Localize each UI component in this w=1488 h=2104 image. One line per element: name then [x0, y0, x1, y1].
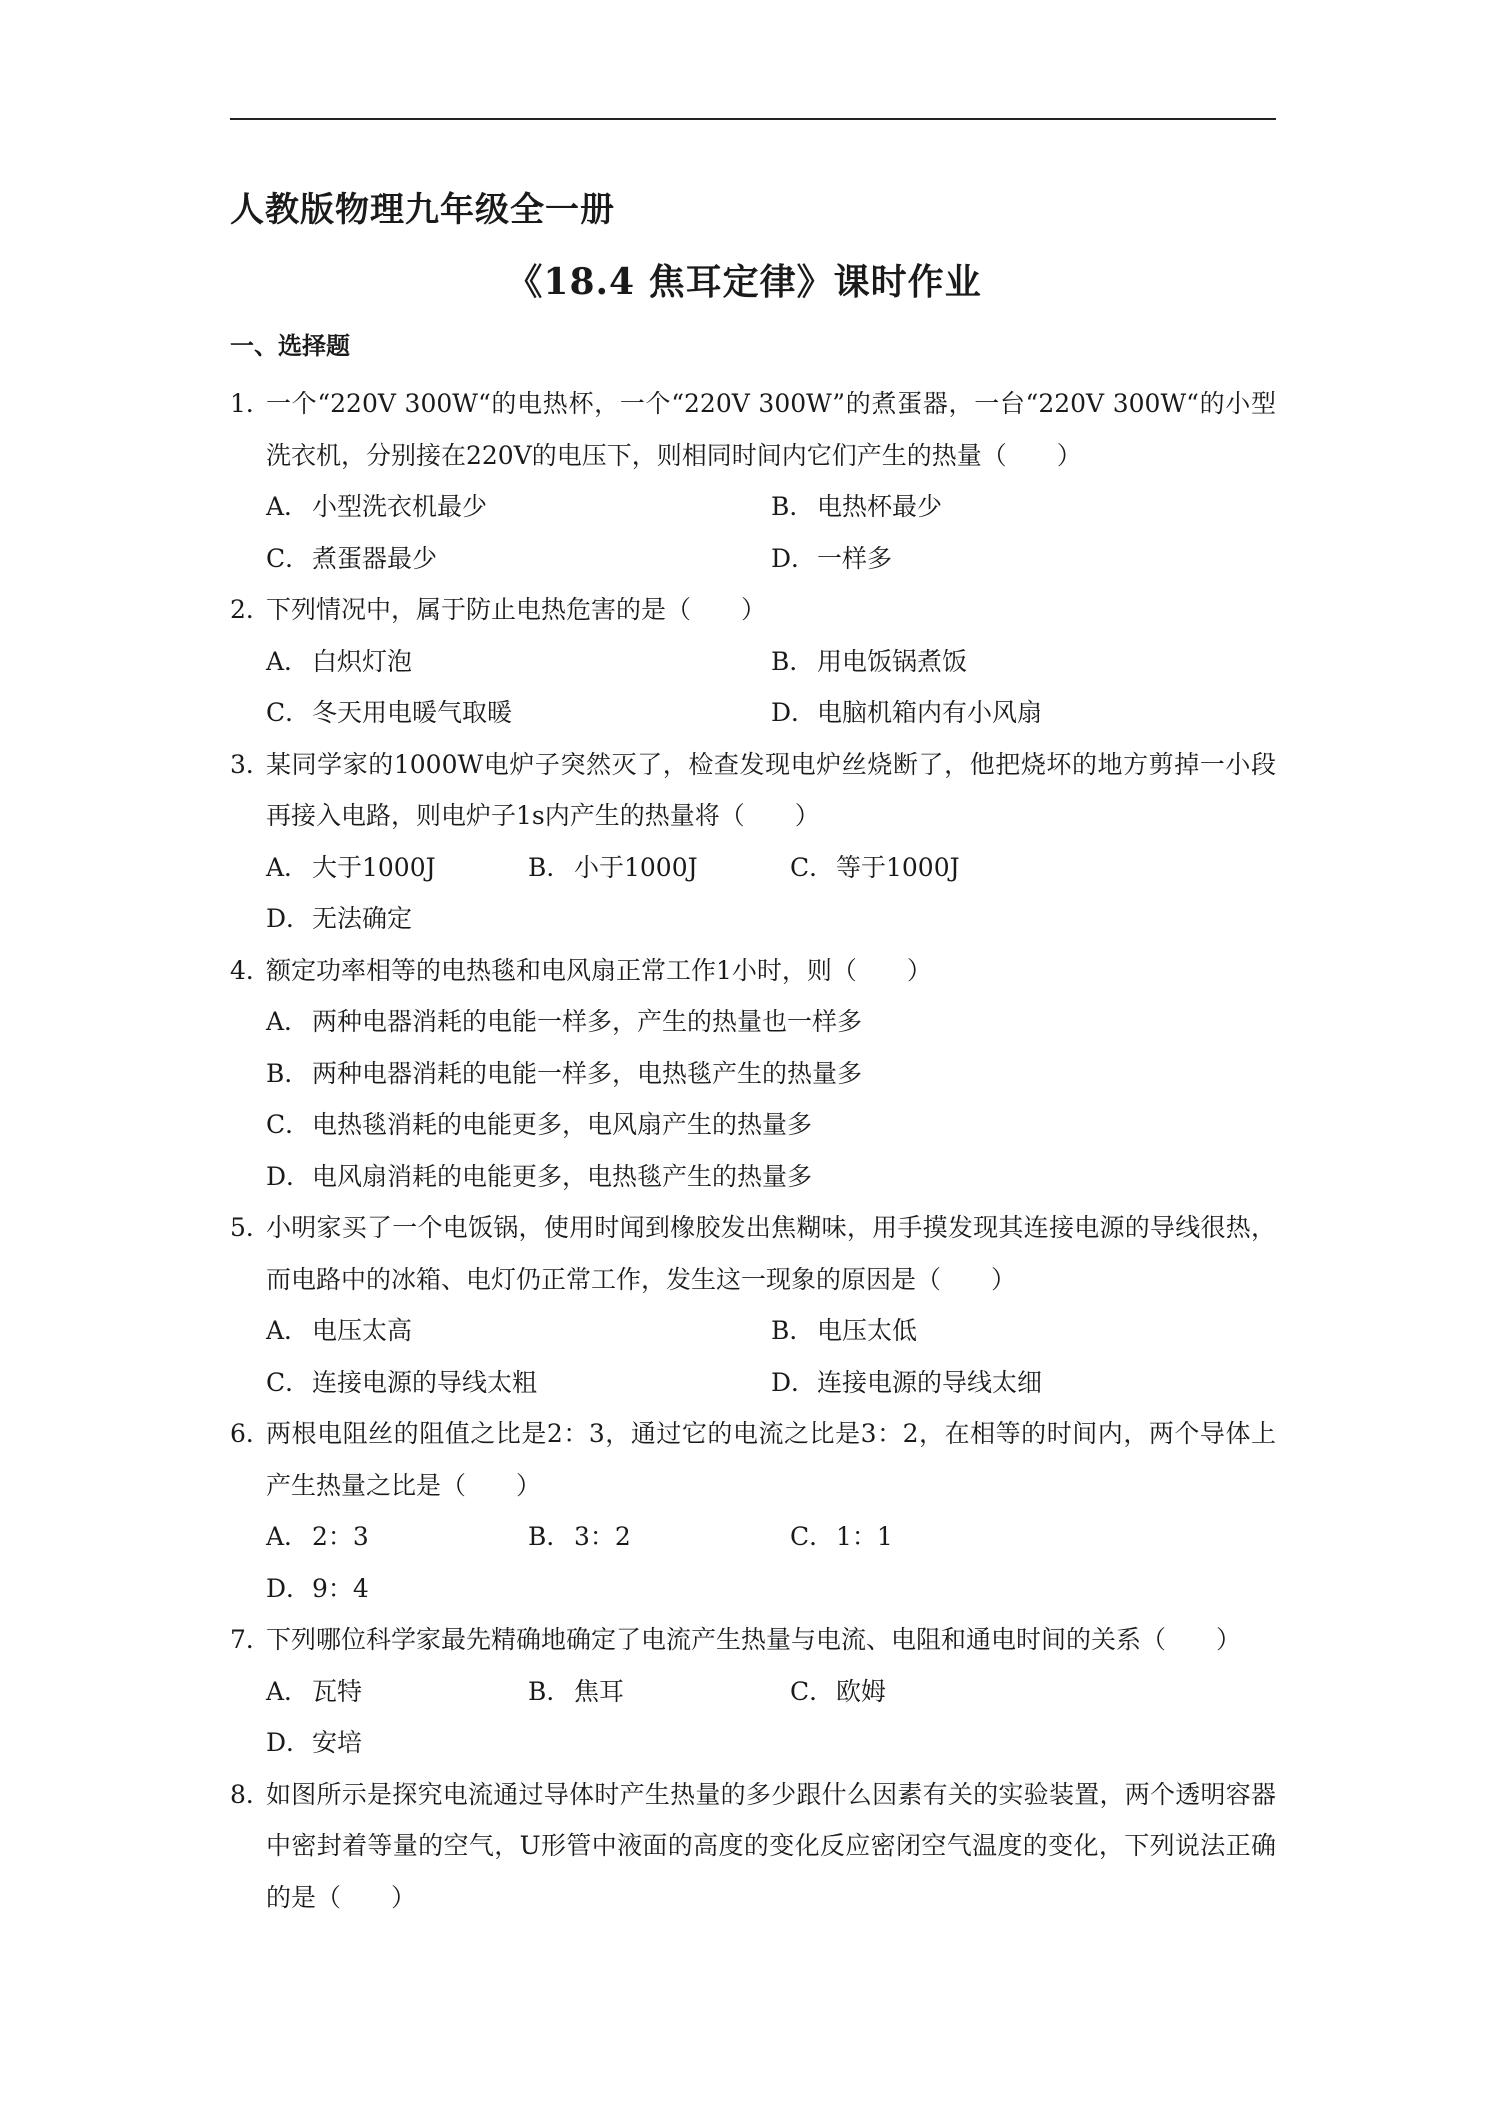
option-a [266, 481, 771, 533]
option-b [266, 1048, 1276, 1100]
option-text: 等于1000J [836, 852, 960, 882]
option-letter: D． [266, 1161, 312, 1191]
question-list [230, 378, 1276, 1923]
section-heading: 一、选择题 [230, 331, 350, 360]
option-d [266, 893, 528, 945]
question-7 [230, 1614, 1276, 1769]
question-stem [230, 1614, 1276, 1666]
option-text: 连接电源的导线太粗 [312, 1367, 538, 1397]
option-text: 1：1 [836, 1522, 893, 1551]
question-number: 4． [230, 955, 271, 985]
question-4 [230, 945, 1276, 1203]
question-text: 某同学家的1000W电炉子突然灭了，检查发现电炉丝烧断了，他把烧坏的地方剪掉一小段再接入电路，则电炉子1s内产生的热量将（ ） [266, 749, 1276, 830]
question-stem [230, 1202, 1276, 1305]
option-letter: B． [528, 1522, 572, 1551]
question-2 [230, 584, 1276, 739]
question-stem [230, 378, 1276, 481]
option-letter: D． [771, 543, 817, 573]
option-text: 两种电器消耗的电能一样多，产生的热量也一样多 [312, 1007, 863, 1036]
option-letter: C． [266, 543, 311, 573]
option-letter: A． [266, 1676, 310, 1706]
option-text: 电热杯最少 [817, 492, 943, 521]
option-letter: B． [771, 646, 815, 676]
option-text: 安培 [312, 1728, 363, 1757]
option-letter: D． [266, 1728, 312, 1757]
option-list [230, 1305, 1276, 1408]
option-a [266, 636, 771, 688]
option-d [771, 1357, 1276, 1409]
option-letter: C． [790, 1676, 835, 1706]
option-list [230, 636, 1276, 739]
option-letter: C． [266, 1367, 311, 1397]
question-number: 6． [230, 1419, 271, 1448]
question-1 [230, 378, 1276, 584]
option-letter: C． [790, 1522, 835, 1551]
question-stem [230, 1769, 1276, 1924]
option-letter: A． [266, 646, 310, 676]
option-c [790, 1666, 1052, 1718]
option-text: 小于1000J [574, 852, 698, 882]
question-text: 两根电阻丝的阻值之比是2：3，通过它的电流之比是3：2，在相等的时间内，两个导体上产生热量之比是（ ） [266, 1419, 1276, 1500]
option-text: 无法确定 [312, 904, 413, 933]
question-text: 如图所示是探究电流通过导体时产生热量的多少跟什么因素有关的实验装置，两个透明容器中密封着等量的空气，U形管中液面的高度的变化反应密闭空气温度的变化，下列说法正确的是（ ） [266, 1779, 1276, 1912]
option-letter: B． [771, 1316, 815, 1345]
option-text: 电热毯消耗的电能更多，电风扇产生的热量多 [312, 1110, 813, 1139]
option-letter: A． [266, 1007, 310, 1036]
option-text: 一样多 [817, 543, 893, 573]
header-rule [230, 118, 1276, 120]
question-6 [230, 1408, 1276, 1614]
option-text: 冬天用电暖气取暖 [312, 698, 513, 727]
option-b [771, 636, 1276, 688]
question-text: 下列哪位科学家最先精确地确定了电流产生热量与电流、电阻和通电时间的关系（ ） [266, 1625, 1242, 1654]
option-letter: B． [266, 1058, 310, 1088]
option-a [266, 1305, 771, 1357]
option-list [230, 842, 1276, 945]
option-b [771, 1305, 1276, 1357]
option-letter: C． [266, 1110, 311, 1139]
option-letter: D． [771, 1367, 817, 1397]
option-d [771, 687, 1276, 739]
question-3 [230, 739, 1276, 945]
option-b [528, 1511, 790, 1563]
question-8 [230, 1769, 1276, 1924]
option-c [266, 687, 771, 739]
option-c [266, 1357, 771, 1409]
option-text: 电脑机箱内有小风扇 [817, 698, 1043, 727]
document-series: 人教版物理九年级全一册 [230, 190, 615, 230]
question-number: 3． [230, 749, 271, 779]
option-d [266, 1563, 528, 1615]
option-list [230, 1666, 1276, 1769]
option-a [266, 842, 528, 894]
option-c [790, 1511, 1052, 1563]
option-a [266, 996, 1276, 1048]
document-title: 《18.4 焦耳定律》课时作业 [506, 261, 982, 303]
option-list [230, 996, 1276, 1202]
option-d [266, 1717, 528, 1769]
option-list [230, 1511, 1276, 1614]
option-text: 9：4 [312, 1573, 369, 1603]
question-text: 额定功率相等的电热毯和电风扇正常工作1小时，则（ ） [266, 955, 932, 985]
option-letter: C． [790, 852, 835, 882]
question-number: 8． [230, 1779, 271, 1809]
option-text: 瓦特 [312, 1676, 363, 1706]
option-text: 连接电源的导线太细 [817, 1367, 1043, 1397]
option-text: 2：3 [312, 1522, 369, 1551]
option-text: 电风扇消耗的电能更多，电热毯产生的热量多 [312, 1161, 813, 1191]
option-letter: A． [266, 1316, 310, 1345]
option-c [266, 533, 771, 585]
option-letter: B． [528, 1676, 572, 1706]
question-5 [230, 1202, 1276, 1408]
option-text: 电压太低 [817, 1316, 918, 1345]
option-text: 焦耳 [574, 1676, 625, 1706]
option-d [771, 533, 1276, 585]
question-stem [230, 945, 1276, 997]
option-b [528, 842, 790, 894]
question-stem [230, 739, 1276, 842]
option-letter: C． [266, 698, 311, 727]
question-number: 7． [230, 1625, 271, 1654]
option-a [266, 1511, 528, 1563]
question-number: 5． [230, 1213, 271, 1242]
option-list [230, 481, 1276, 584]
option-b [771, 481, 1276, 533]
option-text: 白炽灯泡 [312, 646, 413, 676]
option-text: 欧姆 [836, 1676, 887, 1706]
option-letter: B． [528, 852, 572, 882]
option-letter: A． [266, 492, 310, 521]
option-text: 电压太高 [312, 1316, 413, 1345]
option-text: 用电饭锅煮饭 [817, 646, 968, 676]
option-text: 煮蛋器最少 [312, 543, 438, 573]
question-text: 下列情况中，属于防止电热危害的是（ ） [266, 595, 767, 624]
question-text: 一个“220V 300W“的电热杯，一个“220V 300W”的煮蛋器，一台“220V 300W“的小型洗衣机，分别接在220V的电压下，则相同时间内它们产生的热量（ ） [266, 389, 1276, 470]
option-letter: D． [266, 1573, 312, 1603]
option-text: 大于1000J [312, 852, 436, 882]
option-text: 两种电器消耗的电能一样多，电热毯产生的热量多 [312, 1058, 863, 1088]
option-text: 3：2 [574, 1522, 631, 1551]
option-text: 小型洗衣机最少 [312, 492, 488, 521]
option-letter: B． [771, 492, 815, 521]
option-letter: A． [266, 852, 310, 882]
option-a [266, 1666, 528, 1718]
question-text: 小明家买了一个电饭锅，使用时闻到橡胶发出焦糊味，用手摸发现其连接电源的导线很热，而电路中的冰箱、电灯仍正常工作，发生这一现象的原因是（ ） [266, 1213, 1276, 1294]
question-stem [230, 584, 1276, 636]
option-b [528, 1666, 790, 1718]
option-d [266, 1151, 1276, 1203]
question-stem [230, 1408, 1276, 1511]
option-letter: A． [266, 1522, 310, 1551]
option-c [790, 842, 1052, 894]
question-number: 1． [230, 389, 271, 418]
question-number: 2． [230, 595, 271, 624]
option-letter: D． [266, 904, 312, 933]
option-c [266, 1099, 1276, 1151]
option-letter: D． [771, 698, 817, 727]
